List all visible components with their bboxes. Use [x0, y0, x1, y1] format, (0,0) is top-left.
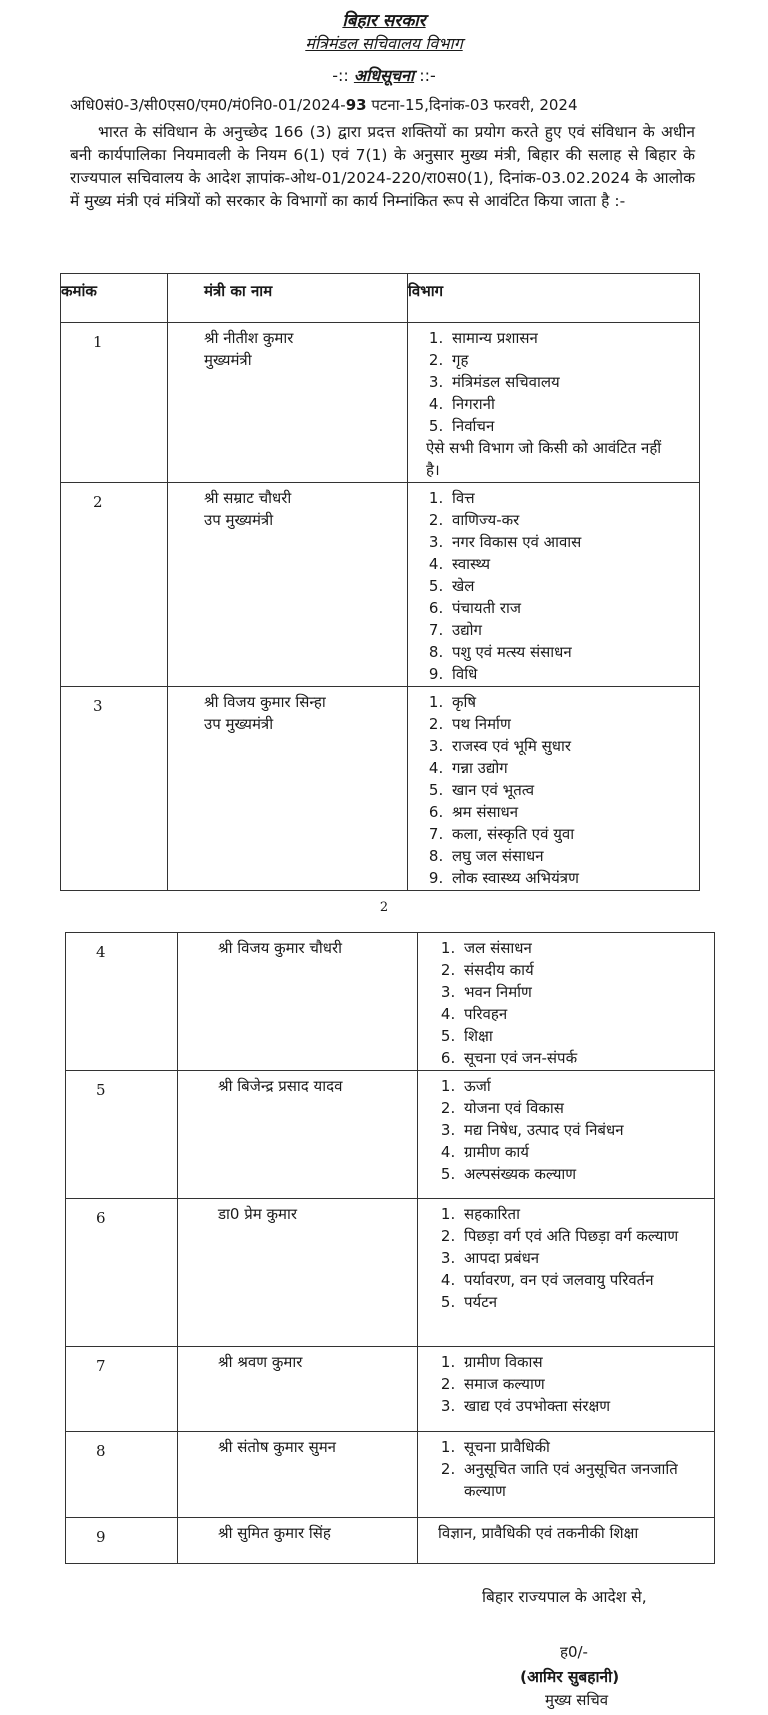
header-departments: विभाग — [408, 274, 700, 323]
department-item: 2. गृह — [448, 349, 698, 371]
row-minister — [178, 1432, 418, 1518]
row-minister — [178, 933, 418, 1071]
header-minister-name: मंत्री का नाम — [168, 274, 408, 323]
order-paragraph-text: भारत के संविधान के अनुच्छेद 166 (3) द्वारा प्रदत्त शक्तियों का प्रयोग करते हुए एवं संविधान के अधीन बनी कार्यपालिका नियमावली के नियम 6(1) एवं 7(1) के अनुसार मुख्य मंत्री, बिहार की सलाह से बिहार के राज्यपाल सचिवालय के आदेश ज्ञापांक-ओथ-01/2024-220/रा0स0(1), दिनांक-03.02.2024 के आलोक में मुख्य मंत्री एवं मंत्रियों को सरकार के विभागों का कार्य निम्नांकित रूप से आवंटित किया जाता है :- — [70, 123, 695, 210]
table-row — [66, 1518, 715, 1564]
by-order-line: बिहार राज्यपाल के आदेश से, — [482, 1588, 647, 1606]
allocation-table-part-2 — [65, 932, 715, 1564]
table-row — [66, 933, 715, 1071]
department-item: 8. पशु एवं मत्स्य संसाधन — [448, 641, 698, 663]
department-list — [438, 1203, 713, 1313]
department-item: 1. सहकारिता — [460, 1203, 713, 1225]
header-serial: कमांक — [61, 274, 168, 323]
department-item: 8. लघु जल संसाधन — [448, 845, 698, 867]
department-list — [438, 1436, 713, 1502]
department-item: 1. कृषि — [448, 691, 698, 713]
department-item: 1. ग्रामीण विकास — [460, 1351, 713, 1373]
row-serial: 7 — [66, 1347, 178, 1432]
department-list — [438, 1351, 713, 1417]
row-departments — [418, 1199, 715, 1347]
row-minister — [178, 1518, 418, 1564]
signature-mark: ह0/- — [560, 1643, 588, 1661]
table-row — [66, 1432, 715, 1518]
notice-word: अधिसूचना — [353, 66, 415, 85]
department-note: विज्ञान, प्रावैधिकी एवं तकनीकी शिक्षा — [438, 1524, 639, 1542]
table-row — [61, 687, 700, 891]
row-departments — [408, 323, 700, 483]
minister-designation: मुख्यमंत्री — [204, 351, 252, 369]
department-item: 4. परिवहन — [460, 1003, 713, 1025]
department-item: 1. जल संसाधन — [460, 937, 713, 959]
minister-name: श्री सुमित कुमार सिंह — [218, 1524, 331, 1542]
department-item: 4. पर्यावरण, वन एवं जलवायु परिवर्तन — [460, 1269, 713, 1291]
document-title: बिहार सरकार — [342, 11, 426, 31]
department-item: 1. वित्त — [448, 487, 698, 509]
department-note: ऐसे सभी विभाग जो किसी को आवंटित नहीं है। — [426, 439, 662, 479]
department-item: 4. ग्रामीण कार्य — [460, 1141, 713, 1163]
notice-suffix: ::- — [414, 66, 436, 85]
department-item: 3. आपदा प्रबंधन — [460, 1247, 713, 1269]
row-departments — [408, 687, 700, 891]
department-item: 5. खान एवं भूतत्व — [448, 779, 698, 801]
row-serial: 6 — [66, 1199, 178, 1347]
table-row — [66, 1199, 715, 1347]
department-item: 2. वाणिज्य-कर — [448, 509, 698, 531]
department-name: मंत्रिमंडल सचिवालय विभाग — [305, 34, 463, 53]
department-item: 3. भवन निर्माण — [460, 981, 713, 1003]
row-serial: 4 — [66, 933, 178, 1071]
minister-name: श्री श्रवण कुमार — [218, 1353, 303, 1371]
department-item: 1. सामान्य प्रशासन — [448, 327, 698, 349]
signatory-designation: मुख्य सचिव — [545, 1691, 609, 1709]
department-list — [438, 1075, 713, 1185]
department-item: 2. समाज कल्याण — [460, 1373, 713, 1395]
table-row — [66, 1071, 715, 1199]
department-item: 2. पिछड़ा वर्ग एवं अति पिछड़ा वर्ग कल्याण — [460, 1225, 713, 1247]
department-item: 4. गन्ना उद्योग — [448, 757, 698, 779]
department-item: 3. नगर विकास एवं आवास — [448, 531, 698, 553]
department-item: 2. पथ निर्माण — [448, 713, 698, 735]
table-row — [66, 1347, 715, 1432]
row-departments — [418, 1347, 715, 1432]
allocation-table-part-1 — [60, 273, 700, 891]
department-item: 6. श्रम संसाधन — [448, 801, 698, 823]
signatory-name: (आमिर सुबहानी) — [520, 1668, 620, 1686]
row-serial: 5 — [66, 1071, 178, 1199]
department-list — [426, 327, 698, 437]
department-item: 3. मद्य निषेध, उत्पाद एवं निबंधन — [460, 1119, 713, 1141]
row-departments — [418, 1518, 715, 1564]
department-item: 7. कला, संस्कृति एवं युवा — [448, 823, 698, 845]
row-serial: 2 — [61, 483, 168, 687]
minister-designation: उप मुख्यमंत्री — [204, 511, 274, 529]
department-item: 1. सूचना प्रावैधिकी — [460, 1436, 713, 1458]
row-minister — [178, 1347, 418, 1432]
minister-name: श्री विजय कुमार सिन्हा — [204, 693, 326, 711]
minister-name: श्री संतोष कुमार सुमन — [218, 1438, 336, 1456]
department-item: 9. विधि — [448, 663, 698, 685]
row-minister — [178, 1071, 418, 1199]
minister-name: श्री नीतीश कुमार — [204, 329, 294, 347]
reference-place-date: पटना-15,दिनांक-03 फरवरी, 2024 — [366, 96, 578, 114]
department-item: 5. अल्पसंख्यक कल्याण — [460, 1163, 713, 1185]
minister-name: श्री विजय कुमार चौधरी — [218, 939, 343, 957]
page-number: 2 — [379, 900, 389, 915]
department-item: 5. खेल — [448, 575, 698, 597]
reference-line — [70, 95, 578, 115]
department-list — [426, 487, 698, 685]
row-serial: 3 — [61, 687, 168, 891]
row-minister — [168, 687, 408, 891]
row-minister — [168, 483, 408, 687]
minister-designation: उप मुख्यमंत्री — [204, 715, 274, 733]
row-serial: 9 — [66, 1518, 178, 1564]
row-departments — [418, 933, 715, 1071]
department-item: 7. उद्योग — [448, 619, 698, 641]
row-minister — [178, 1199, 418, 1347]
department-item: 1. ऊर्जा — [460, 1075, 713, 1097]
row-serial: 8 — [66, 1432, 178, 1518]
order-paragraph — [70, 121, 695, 213]
row-minister — [168, 323, 408, 483]
department-item: 5. निर्वाचन — [448, 415, 698, 437]
row-departments — [418, 1071, 715, 1199]
reference-number: अधि0सं0-3/सी0एस0/एम0/मं0नि0-01/2024- — [70, 96, 346, 114]
minister-name: श्री बिजेन्द्र प्रसाद यादव — [218, 1077, 343, 1095]
department-item: 9. लोक स्वास्थ्य अभियंत्रण — [448, 867, 698, 889]
department-item: 2. योजना एवं विकास — [460, 1097, 713, 1119]
department-item: 3. खाद्य एवं उपभोक्ता संरक्षण — [460, 1395, 713, 1417]
department-item: 6. पंचायती राज — [448, 597, 698, 619]
table-row — [61, 323, 700, 483]
minister-name: श्री सम्राट चौधरी — [204, 489, 292, 507]
department-item: 6. सूचना एवं जन-संपर्क — [460, 1047, 713, 1069]
notice-heading — [0, 64, 768, 86]
row-departments — [418, 1432, 715, 1518]
department-item: 3. राजस्व एवं भूमि सुधार — [448, 735, 698, 757]
department-item: 5. शिक्षा — [460, 1025, 713, 1047]
department-item: 3. मंत्रिमंडल सचिवालय — [448, 371, 698, 393]
department-item: 2. अनुसूचित जाति एवं अनुसूचित जनजाति कल्याण — [460, 1458, 713, 1502]
row-serial: 1 — [61, 323, 168, 483]
notice-prefix: -:: — [332, 66, 354, 85]
minister-name: डा0 प्रेम कुमार — [218, 1205, 298, 1223]
table-header-row — [61, 274, 700, 323]
row-departments — [408, 483, 700, 687]
table-row — [61, 483, 700, 687]
reference-number-bold: 93 — [345, 96, 367, 114]
department-item: 4. निगरानी — [448, 393, 698, 415]
department-item: 4. स्वास्थ्य — [448, 553, 698, 575]
department-list — [426, 691, 698, 889]
department-item: 5. पर्यटन — [460, 1291, 713, 1313]
department-list — [438, 937, 713, 1069]
department-item: 2. संसदीय कार्य — [460, 959, 713, 981]
